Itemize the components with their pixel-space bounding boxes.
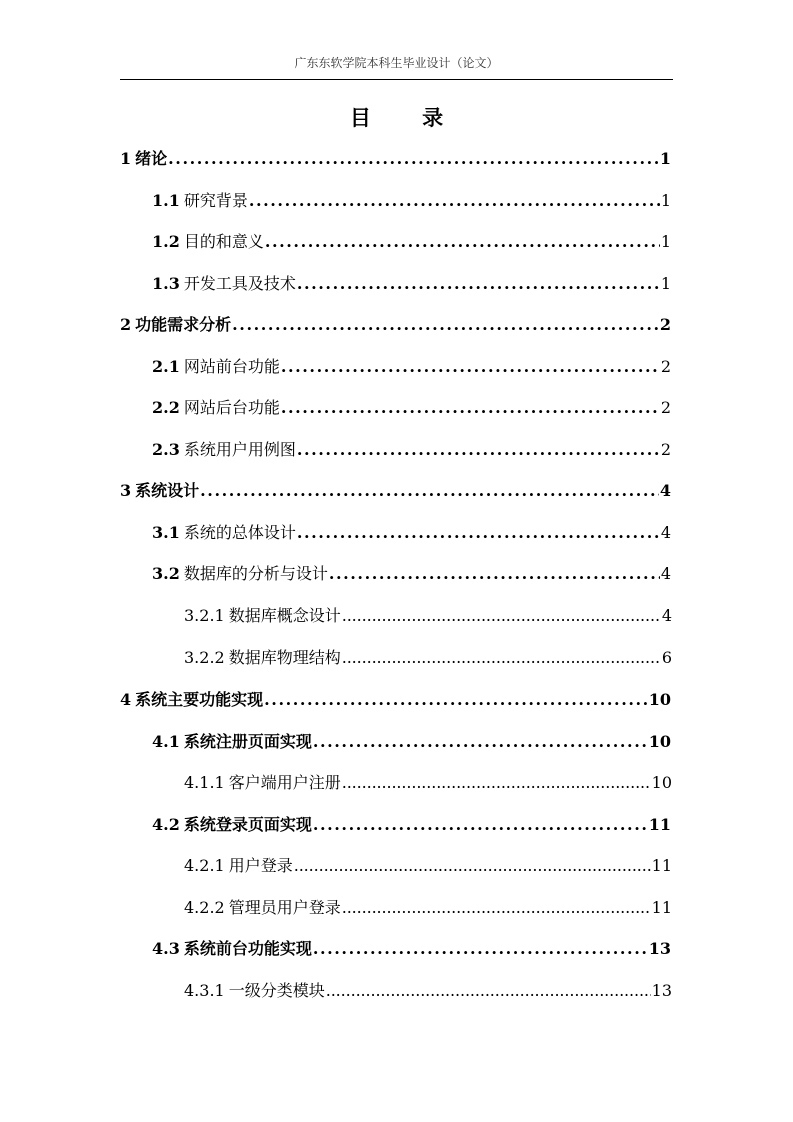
toc-entry-3-1[interactable] — [152, 521, 671, 545]
toc-dot-leader — [294, 854, 651, 878]
toc-entry-number: 3 — [120, 481, 132, 500]
toc-entry-label: 系统设计 — [135, 481, 200, 500]
toc-entry-number: 4.1 — [152, 732, 180, 751]
toc-dot-leader — [342, 896, 651, 920]
toc-dot-leader — [329, 562, 660, 586]
toc-entry-page: 6 — [661, 648, 672, 667]
toc-entry-page: 1 — [660, 274, 671, 293]
toc-entry-page: 11 — [648, 815, 671, 834]
toc-entry-label: 系统注册页面实现 — [183, 732, 312, 751]
toc-entry-label: 开发工具及技术 — [183, 274, 296, 293]
toc-entry-number: 1 — [120, 149, 132, 168]
toc-entry-3-2-2[interactable] — [184, 646, 672, 670]
toc-entry-number: 4.3.1 — [184, 981, 225, 1000]
toc-dot-leader — [313, 813, 648, 837]
toc-entry-number: 3.2 — [152, 564, 180, 583]
toc-entry-page: 4 — [659, 481, 671, 500]
toc-entry-number: 4.1.1 — [184, 773, 225, 792]
toc-entry-page: 1 — [660, 232, 671, 251]
toc-dot-leader — [281, 396, 660, 420]
toc-entry-label: 数据库物理结构 — [228, 648, 341, 667]
toc-entry-3[interactable] — [120, 479, 671, 503]
toc-entry-label: 研究背景 — [183, 191, 248, 210]
toc-entry-number: 4.2.1 — [184, 856, 225, 875]
toc-entry-page: 1 — [660, 191, 671, 210]
toc-entry-label: 绪论 — [135, 149, 168, 168]
toc-entry-number: 1.3 — [152, 274, 180, 293]
toc-entry-label: 目的和意义 — [183, 232, 264, 251]
toc-entry-page: 13 — [651, 981, 672, 1000]
toc-entry-page: 4 — [660, 523, 671, 542]
toc-entry-label: 一级分类模块 — [228, 981, 325, 1000]
toc-entry-number: 1.1 — [152, 191, 180, 210]
toc-entry-page: 11 — [651, 856, 672, 875]
toc-entry-label: 系统用户用例图 — [183, 440, 296, 459]
toc-entry-4-2-2[interactable] — [184, 896, 672, 920]
toc-entry-number: 4 — [120, 690, 132, 709]
toc-entry-number: 2.3 — [152, 440, 180, 459]
toc-dot-leader — [326, 979, 651, 1003]
toc-entry-page: 4 — [660, 564, 671, 583]
toc-entry-page: 2 — [659, 315, 671, 334]
toc-entry-number: 1.2 — [152, 232, 180, 251]
toc-entry-1[interactable] — [120, 147, 671, 171]
toc-entry-number: 2.2 — [152, 398, 180, 417]
page-header: 广东东软学院本科生毕业设计（论文） — [294, 56, 499, 70]
toc-entry-label: 客户端用户注册 — [228, 773, 341, 792]
toc-entry-3-2[interactable] — [152, 562, 671, 586]
toc-entry-label: 系统主要功能实现 — [135, 690, 264, 709]
toc-entry-4-1-1[interactable] — [184, 771, 672, 795]
toc-entry-page: 2 — [660, 440, 671, 459]
toc-entry-label: 系统的总体设计 — [183, 523, 296, 542]
toc-entry-2-3[interactable] — [152, 438, 671, 462]
toc-entry-4-2-1[interactable] — [184, 854, 672, 878]
toc-entry-4-1[interactable] — [152, 730, 671, 754]
toc-dot-leader — [232, 313, 659, 337]
toc-entry-4-2[interactable] — [152, 813, 671, 837]
toc-dot-leader — [313, 730, 648, 754]
toc-entry-page: 1 — [659, 149, 671, 168]
toc-entry-label: 数据库概念设计 — [228, 606, 341, 625]
toc-entry-4-3[interactable] — [152, 937, 671, 961]
toc-entry-page: 2 — [660, 357, 671, 376]
toc-dot-leader — [342, 771, 651, 795]
toc-entry-number: 2.1 — [152, 357, 180, 376]
toc-entry-1-2[interactable] — [152, 230, 671, 254]
toc-entry-page: 2 — [660, 398, 671, 417]
toc-entry-label: 功能需求分析 — [135, 315, 232, 334]
toc-entry-page: 4 — [661, 606, 672, 625]
toc-entry-label: 数据库的分析与设计 — [183, 564, 328, 583]
toc-dot-leader — [297, 438, 660, 462]
toc-dot-leader — [313, 937, 648, 961]
toc-entry-label: 用户登录 — [228, 856, 293, 875]
toc-dot-leader — [200, 479, 659, 503]
toc-dot-leader — [297, 521, 660, 545]
toc-entry-label: 系统登录页面实现 — [183, 815, 312, 834]
toc-entry-page: 13 — [648, 939, 671, 958]
toc-entry-1-1[interactable] — [152, 189, 671, 213]
toc-dot-leader — [168, 147, 659, 171]
toc-dot-leader — [265, 230, 660, 254]
toc-entry-4[interactable] — [120, 688, 671, 712]
toc-entry-number: 4.3 — [152, 939, 180, 958]
toc-entry-label: 网站后台功能 — [183, 398, 280, 417]
toc-dot-leader — [281, 355, 660, 379]
toc-entry-number: 4.2.2 — [184, 898, 225, 917]
toc-entry-3-2-1[interactable] — [184, 604, 672, 628]
toc-entry-4-3-1[interactable] — [184, 979, 672, 1003]
toc-entry-page: 10 — [651, 773, 672, 792]
toc-dot-leader — [342, 604, 661, 628]
toc-entry-2-1[interactable] — [152, 355, 671, 379]
toc-entry-page: 11 — [651, 898, 672, 917]
toc-dot-leader — [249, 189, 660, 213]
toc-dot-leader — [297, 272, 660, 296]
toc-entry-label: 网站前台功能 — [183, 357, 280, 376]
toc-entry-number: 4.2 — [152, 815, 180, 834]
toc-entry-number: 3.1 — [152, 523, 180, 542]
toc-entry-number: 2 — [120, 315, 132, 334]
toc-entry-2[interactable] — [120, 313, 671, 337]
toc-entry-label: 管理员用户登录 — [228, 898, 341, 917]
toc-title: 目 录 — [349, 105, 466, 130]
toc-entry-number: 3.2.1 — [184, 606, 225, 625]
toc-entry-page: 10 — [648, 732, 671, 751]
toc-dot-leader — [264, 688, 648, 712]
toc-entry-label: 系统前台功能实现 — [183, 939, 312, 958]
toc-entry-number: 3.2.2 — [184, 648, 225, 667]
toc-entry-1-3[interactable] — [152, 272, 671, 296]
toc-entry-page: 10 — [648, 690, 671, 709]
toc-dot-leader — [342, 646, 661, 670]
toc-entry-2-2[interactable] — [152, 396, 671, 420]
